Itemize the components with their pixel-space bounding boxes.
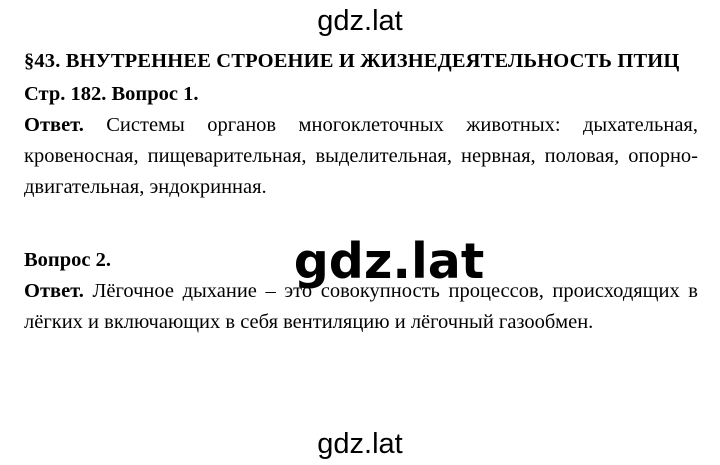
watermark-bottom: gdz.lat <box>317 428 403 460</box>
document-body <box>24 42 698 338</box>
answer-text: Системы органов многоклеточных животных: дыхательная, кровеносная, пищеварительная, выделительная, нервная, половая, опорно-двигательная, эндокринная. <box>24 114 698 198</box>
watermark-top: gdz.lat <box>317 5 403 37</box>
question-1-answer <box>24 110 698 203</box>
answer-text: Лёгочное дыхание – это совокупность процессов, происходящих в лёгких и включающих в себя вентиляцию и лёгочный газообмен. <box>24 280 698 333</box>
question-1-heading: Стр. 182. Вопрос 1. <box>24 83 199 105</box>
answer-label: Ответ. <box>24 114 84 136</box>
question-2-heading: Вопрос 2. <box>24 249 111 271</box>
section-title: §43. ВНУТРЕННЕЕ СТРОЕНИЕ И ЖИЗНЕДЕЯТЕЛЬНОСТЬ ПТИЦ <box>24 50 680 72</box>
answer-label: Ответ. <box>24 280 84 302</box>
watermark-middle: gdz.lat <box>293 233 485 290</box>
